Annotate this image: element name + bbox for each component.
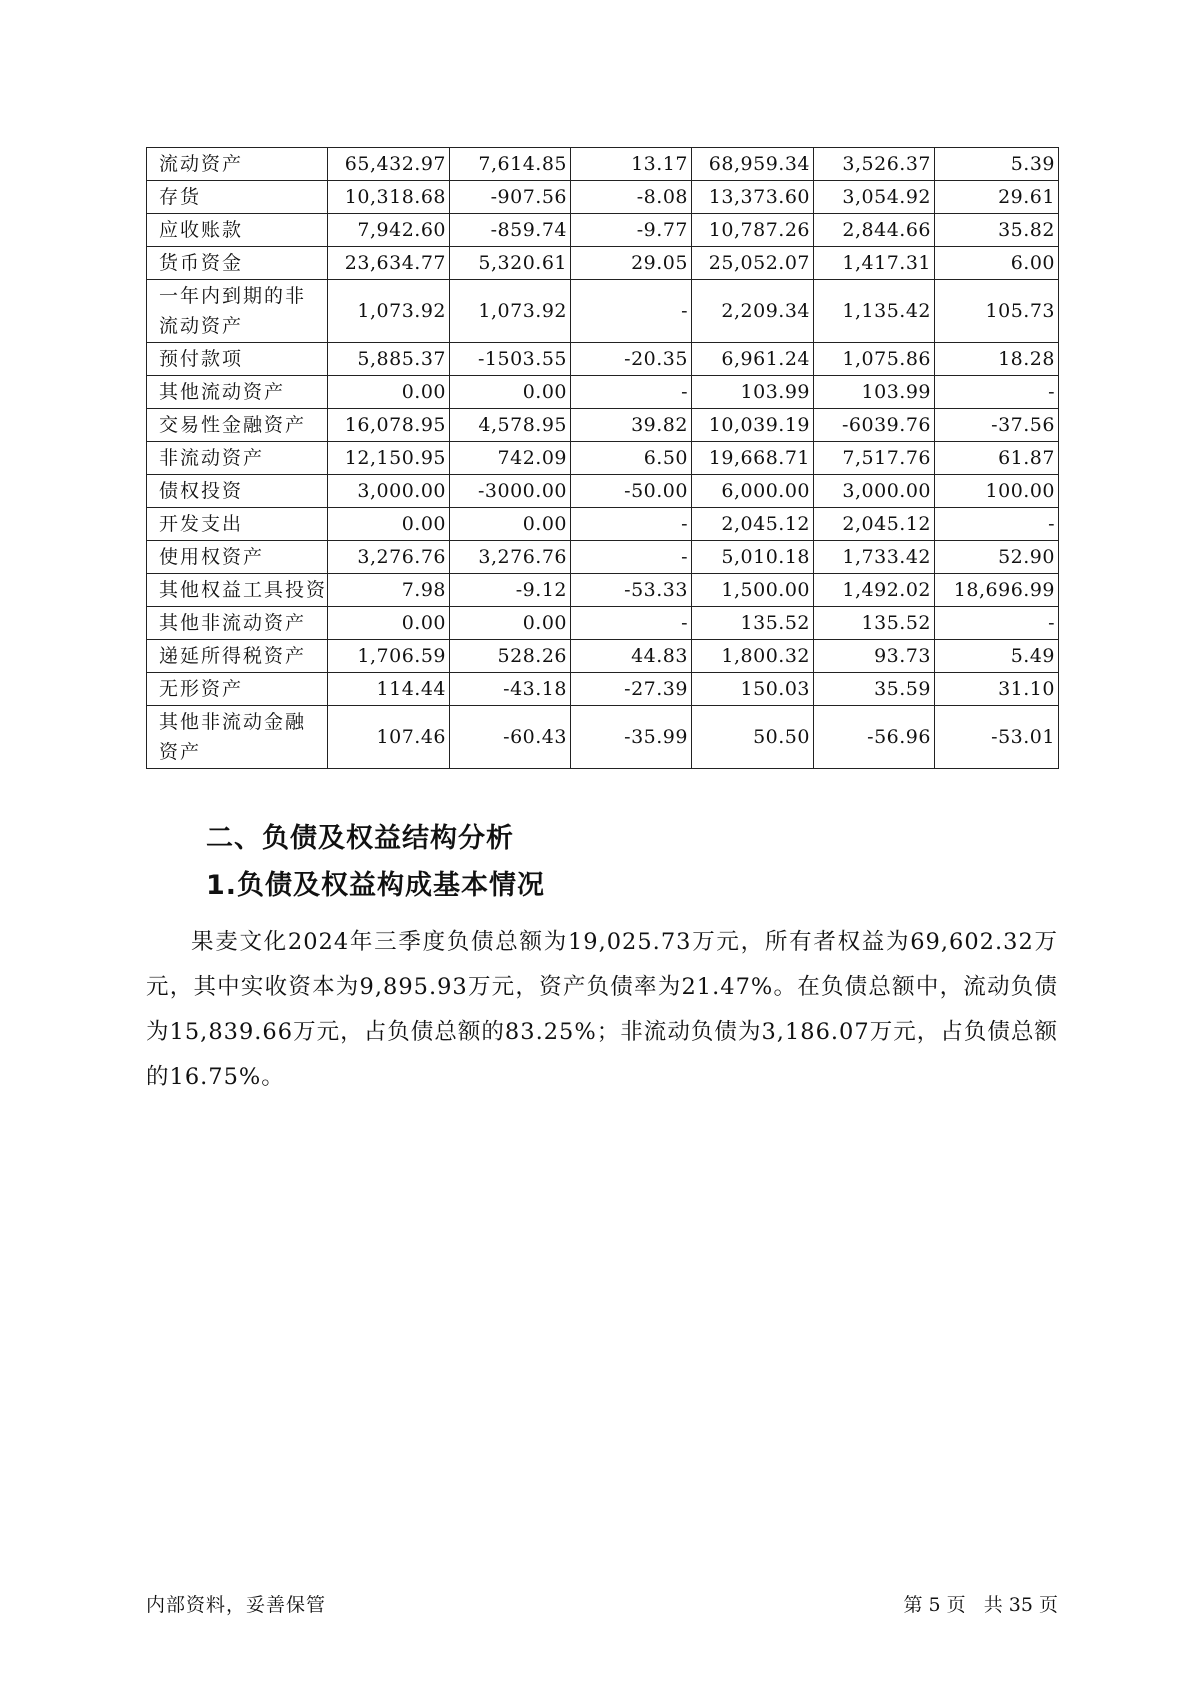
table-cell: 105.73 [935, 280, 1059, 343]
table-cell: 3,000.00 [328, 475, 450, 508]
table-cell: 31.10 [935, 673, 1059, 706]
table-cell: - [935, 508, 1059, 541]
table-cell: 1,073.92 [450, 280, 571, 343]
table-cell: 5.49 [935, 640, 1059, 673]
table-cell: 50.50 [692, 706, 814, 769]
table-cell: - [935, 376, 1059, 409]
table-cell: 0.00 [450, 376, 571, 409]
row-label: 债权投资 [147, 475, 328, 508]
table-cell: -53.33 [571, 574, 692, 607]
row-label: 其他权益工具投资 [147, 574, 328, 607]
table-cell: 107.46 [328, 706, 450, 769]
table-cell: 10,318.68 [328, 181, 450, 214]
table-cell: -37.56 [935, 409, 1059, 442]
table-cell: 44.83 [571, 640, 692, 673]
row-label: 预付款项 [147, 343, 328, 376]
table-cell: 29.05 [571, 247, 692, 280]
table-cell: 61.87 [935, 442, 1059, 475]
table-cell: 103.99 [692, 376, 814, 409]
table-cell: 7,942.60 [328, 214, 450, 247]
table-cell: 7.98 [328, 574, 450, 607]
table-cell: 68,959.34 [692, 148, 814, 181]
table-row [147, 442, 1059, 475]
section-subheading: 1.负债及权益构成基本情况 [206, 870, 546, 901]
table-cell: 3,276.76 [450, 541, 571, 574]
table-cell: 19,668.71 [692, 442, 814, 475]
table-cell: -35.99 [571, 706, 692, 769]
table-row [147, 673, 1059, 706]
table-cell: -9.12 [450, 574, 571, 607]
table-row [147, 280, 1059, 343]
table-cell: -60.43 [450, 706, 571, 769]
table-cell: - [571, 541, 692, 574]
table-cell: 0.00 [450, 607, 571, 640]
table-cell: 1,075.86 [814, 343, 935, 376]
table-cell: -859.74 [450, 214, 571, 247]
table-row [147, 214, 1059, 247]
table-cell: 52.90 [935, 541, 1059, 574]
row-label: 使用权资产 [147, 541, 328, 574]
table-cell: 2,209.34 [692, 280, 814, 343]
table-cell: -56.96 [814, 706, 935, 769]
table-cell: 0.00 [328, 376, 450, 409]
table-cell: 6.50 [571, 442, 692, 475]
body-paragraph: 果麦文化2024年三季度负债总额为19,025.73万元，所有者权益为69,602.32万元，其中实收资本为9,895.93万元，资产负债率为21.47%。在负债总额中，流动负债为15,839.66万元，占负债总额的83.25%；非流动负债为3,186.07万元，占负债总额的16.75%。 [146, 929, 1058, 1090]
table-cell: -53.01 [935, 706, 1059, 769]
table-cell: 2,045.12 [814, 508, 935, 541]
table-cell: -50.00 [571, 475, 692, 508]
table-cell: 135.52 [814, 607, 935, 640]
table-cell: 93.73 [814, 640, 935, 673]
table-cell: -1503.55 [450, 343, 571, 376]
table-cell: 742.09 [450, 442, 571, 475]
table-cell: -9.77 [571, 214, 692, 247]
row-label: 其他非流动金融资产 [147, 706, 328, 769]
table-cell: 1,733.42 [814, 541, 935, 574]
table-cell: 23,634.77 [328, 247, 450, 280]
table-cell: 0.00 [328, 607, 450, 640]
table-row [147, 541, 1059, 574]
table-cell: - [935, 607, 1059, 640]
table-cell: - [571, 508, 692, 541]
table-cell: 114.44 [328, 673, 450, 706]
row-label: 交易性金融资产 [147, 409, 328, 442]
table-cell: 25,052.07 [692, 247, 814, 280]
table-cell: 6,961.24 [692, 343, 814, 376]
table-cell: 1,800.32 [692, 640, 814, 673]
table-cell: 39.82 [571, 409, 692, 442]
table-row [147, 508, 1059, 541]
row-label: 货币资金 [147, 247, 328, 280]
table-row [147, 475, 1059, 508]
table-cell: -6039.76 [814, 409, 935, 442]
table-row [147, 706, 1059, 769]
table-cell: 6.00 [935, 247, 1059, 280]
table-cell: 16,078.95 [328, 409, 450, 442]
table-cell: 1,706.59 [328, 640, 450, 673]
footer-page-number: 第 5 页 共 35 页 [903, 1594, 1058, 1616]
row-label: 应收账款 [147, 214, 328, 247]
table-cell: 29.61 [935, 181, 1059, 214]
table-cell: 1,492.02 [814, 574, 935, 607]
row-label: 其他非流动资产 [147, 607, 328, 640]
table-cell: -27.39 [571, 673, 692, 706]
table-cell: 10,787.26 [692, 214, 814, 247]
table-cell: 10,039.19 [692, 409, 814, 442]
table-cell: -907.56 [450, 181, 571, 214]
table-cell: 103.99 [814, 376, 935, 409]
table-cell: 100.00 [935, 475, 1059, 508]
table-cell: 35.82 [935, 214, 1059, 247]
table-row [147, 409, 1059, 442]
row-label: 无形资产 [147, 673, 328, 706]
table-cell: -43.18 [450, 673, 571, 706]
table-cell: 1,417.31 [814, 247, 935, 280]
row-label: 一年内到期的非流动资产 [147, 280, 328, 343]
table-cell: -8.08 [571, 181, 692, 214]
table-cell: 5.39 [935, 148, 1059, 181]
table-cell: 1,135.42 [814, 280, 935, 343]
table-cell: 6,000.00 [692, 475, 814, 508]
row-label: 流动资产 [147, 148, 328, 181]
table-row [147, 607, 1059, 640]
table-row [147, 343, 1059, 376]
row-label: 递延所得税资产 [147, 640, 328, 673]
table-cell: - [571, 280, 692, 343]
table-cell: 3,000.00 [814, 475, 935, 508]
table-cell: 4,578.95 [450, 409, 571, 442]
table-row [147, 640, 1059, 673]
table-cell: 3,276.76 [328, 541, 450, 574]
table-cell: 528.26 [450, 640, 571, 673]
table-cell: -3000.00 [450, 475, 571, 508]
table-cell: 1,500.00 [692, 574, 814, 607]
table-cell: 135.52 [692, 607, 814, 640]
table-cell: 5,320.61 [450, 247, 571, 280]
footer-confidential-note: 内部资料，妥善保管 [146, 1594, 327, 1616]
table-cell: 7,517.76 [814, 442, 935, 475]
section-heading: 二、负债及权益结构分析 [206, 823, 514, 854]
row-label: 其他流动资产 [147, 376, 328, 409]
table-cell: 1,073.92 [328, 280, 450, 343]
table-cell: 5,885.37 [328, 343, 450, 376]
table-cell: 0.00 [328, 508, 450, 541]
table-cell: 3,526.37 [814, 148, 935, 181]
table-cell: 65,432.97 [328, 148, 450, 181]
table-cell: 13.17 [571, 148, 692, 181]
row-label: 存货 [147, 181, 328, 214]
table-cell: 7,614.85 [450, 148, 571, 181]
row-label: 非流动资产 [147, 442, 328, 475]
table-row [147, 181, 1059, 214]
table-cell: 2,844.66 [814, 214, 935, 247]
table-cell: 35.59 [814, 673, 935, 706]
table-cell: 13,373.60 [692, 181, 814, 214]
table-cell: 3,054.92 [814, 181, 935, 214]
table-cell: -20.35 [571, 343, 692, 376]
table-cell: 150.03 [692, 673, 814, 706]
table-cell: 18,696.99 [935, 574, 1059, 607]
table-cell: - [571, 607, 692, 640]
asset-change-table [146, 147, 1059, 769]
table-row [147, 247, 1059, 280]
table-row [147, 376, 1059, 409]
table-cell: 2,045.12 [692, 508, 814, 541]
table-cell: 12,150.95 [328, 442, 450, 475]
table-cell: 5,010.18 [692, 541, 814, 574]
table-row [147, 574, 1059, 607]
table-row [147, 148, 1059, 181]
row-label: 开发支出 [147, 508, 328, 541]
table-cell: - [571, 376, 692, 409]
table-cell: 0.00 [450, 508, 571, 541]
table-cell: 18.28 [935, 343, 1059, 376]
